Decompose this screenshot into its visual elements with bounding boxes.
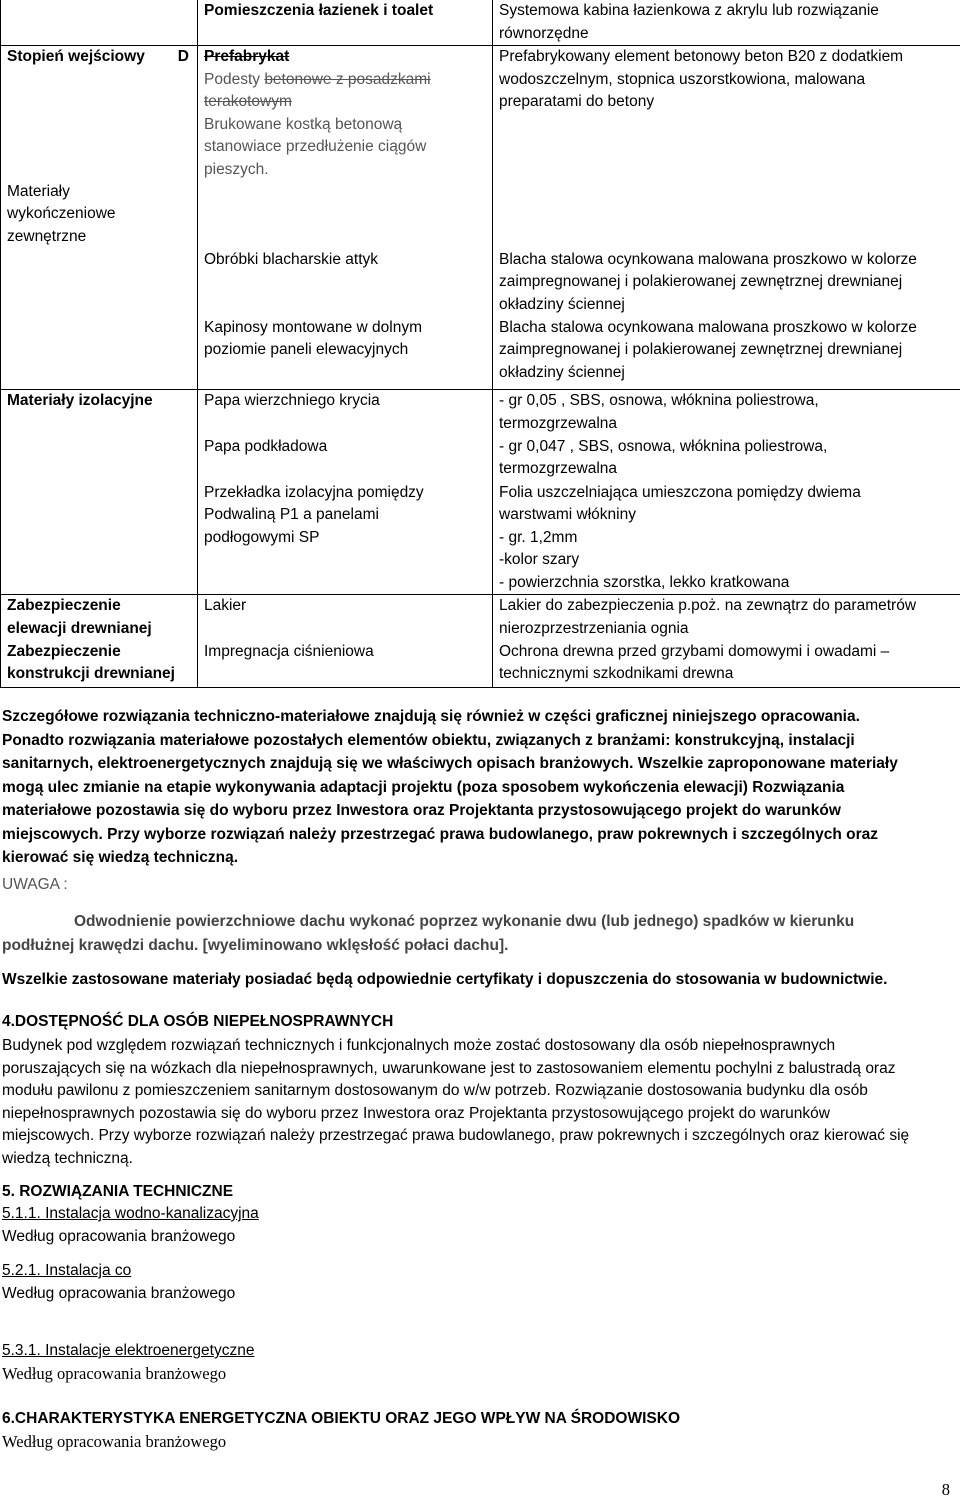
warning-label: UWAGA : [2, 876, 68, 893]
table-row [1, 482, 960, 595]
table-cell [493, 249, 960, 317]
table-cell [493, 595, 960, 641]
accessibility-paragraph [2, 1035, 952, 1171]
table-cell [198, 46, 493, 249]
materials-table [0, 0, 960, 688]
cell-text: warstwami włókniny [499, 506, 636, 523]
text-line: miejscowych. Przy wyborze rozwiązań należy przestrzegać prawa budowlanego, praw pokrewnych i szczególnych oraz kierować się [2, 1127, 910, 1145]
table-cell [198, 482, 493, 595]
cell-text: poziomie paneli elewacyjnych [204, 341, 409, 358]
table-cell [198, 390, 493, 436]
cell-text: Ochrona drewna przed grzybami domowymi i owadami – [499, 642, 890, 660]
text-line: Szczegółowe rozwiązania techniczno-materiałowe znajdują się również w części graficznej niniejszego opracowania. [2, 708, 860, 725]
cell-text: nierozprzestrzeniania ognia [499, 619, 689, 637]
text-line: kierować się wiedzą techniczną. [2, 849, 239, 866]
group-label [7, 181, 193, 249]
cell-text: zaimpregnowanej i polakierowanej zewnętrznej drewnianej [499, 273, 903, 290]
cell-text: zaimpregnowanej i polakierowanej zewnętrznej drewnianej [499, 341, 903, 358]
page-number: 8 [941, 1480, 950, 1499]
text-line: materiałowe pozostawia się do wyboru przez Inwestora oraz Projektanta przystosowującego projekt do warunków [2, 802, 841, 819]
text-line: podłużnej krawędzi dachu. [wyeliminowano wklęsłość połaci dachu]. [2, 936, 509, 954]
cell-text: Prefabrykowany element betonowy beton B20 z dodatkiem [499, 48, 904, 65]
cell-text: preparatami do betony [499, 93, 655, 110]
table-cell [198, 436, 493, 482]
table-row [1, 641, 960, 688]
table-row [1, 249, 960, 317]
table-cell [1, 390, 198, 436]
cell-text: Impregnacja ciśnieniowa [204, 642, 374, 660]
cell-text: Blacha stalowa ocynkowana malowana proszkowo w kolorze [499, 250, 917, 268]
cell-text: Zabezpieczenie [7, 597, 121, 614]
table-cell [198, 0, 493, 46]
subsection-heading-5-3-1: 5.3.1. Instalacje elektroenergetyczne [2, 1342, 255, 1359]
cell-text: Folia uszczelniająca umieszczona pomiędzy dwiema [499, 483, 861, 501]
cell-text: wykończeniowe [7, 205, 116, 222]
cell-text: Lakier do zabezpieczenia p.poż. na zewnątrz do parametrów [499, 597, 917, 614]
table-row [1, 0, 960, 46]
cell-text: terakotowym [204, 93, 292, 110]
table-cell [198, 641, 493, 688]
cell-text: Kapinosy montowane w dolnym [204, 318, 422, 336]
table-cell [493, 436, 960, 482]
table-cell [1, 482, 198, 595]
text-line: Ponadto rozwiązania materiałowe pozostałych elementów obiektu, związanych z branżami: konstrukcyjną, instalacji [2, 731, 855, 749]
table-cell [1, 641, 198, 688]
cell-text: stanowiace przedłużenie ciągów [204, 138, 427, 155]
text-line: miejscowych. Przy wyborze rozwiązań należy przestrzegać prawa budowlanego, praw pokrewnych i szczególnych oraz [2, 825, 879, 843]
table-cell [1, 317, 198, 390]
subsection-body: Według opracowania branżowego [2, 1285, 236, 1302]
text-line: niepełnosprawnych pozostawia się do wyboru przez Inwestora oraz Projektanta przystosowującego projekt do warunków [2, 1104, 830, 1122]
cell-text: Papa wierzchniego krycia [204, 392, 380, 409]
cell-text: - gr 0,05 , SBS, osnowa, włóknina poliestrowa, [499, 392, 819, 409]
cell-text: - gr 0,047 , SBS, osnowa, włóknina poliestrowa, [499, 437, 828, 455]
subsection-body: Według opracowania branżowego [2, 1228, 236, 1245]
table-cell [493, 0, 960, 46]
subsection-body: Według opracowania branżowego [2, 1364, 227, 1383]
certificates-note: Wszelkie zastosowane materiały posiadać będą odpowiednie certyfikaty i dopuszczenia do stosowania w budownictwie. [2, 971, 888, 988]
cell-text: Zabezpieczenie [7, 642, 121, 660]
cell-text: wodoszczelnym, stopnica uszorstkowiona, malowana [499, 70, 866, 88]
text-line: sanitarnych, elektroenergetycznych znajdują się we właściwych opisach branżowych. Wszelkie zaproponowane materiały [2, 755, 898, 772]
table-cell [1, 436, 198, 482]
cell-text: - powierzchnia szorstka, lekko kratkowana [499, 573, 790, 591]
section-heading-4: 4.DOSTĘPNOŚĆ DLA OSÓB NIEPEŁNOSPRAWNYCH [2, 1013, 394, 1030]
table-row [1, 595, 960, 641]
subsection-heading-5-1-1: 5.1.1. Instalacja wodno-kanalizacyjna [2, 1205, 259, 1222]
cell-text: Prefabrykat [204, 48, 290, 65]
text-line: wiedzą techniczną. [2, 1149, 133, 1167]
table-cell [493, 317, 960, 390]
cell-text: -kolor szary [499, 551, 580, 568]
section-heading-5: 5. ROZWIĄZANIA TECHNICZNE [2, 1183, 234, 1200]
table-cell [493, 641, 960, 688]
cell-text: Przekładka izolacyjna pomiędzy [204, 483, 424, 501]
cell-text: równorzędne [499, 24, 589, 42]
cell-text: technicznymi szkodnikami drewna [499, 665, 734, 682]
cell-text: termozgrzewalna [499, 460, 618, 477]
text-line: poruszających się na wózkach dla niepełnosprawnych, uwarunkowane jest to zastosowaniem elementu pochylni z balustradą oraz [2, 1059, 896, 1077]
table-cell [493, 46, 960, 249]
cell-text: Obróbki blacharskie attyk [204, 250, 379, 268]
cell-text: Pomieszczenia łazienek i toalet [204, 2, 434, 19]
subsection-heading-5-2-1: 5.2.1. Instalacja co [2, 1262, 132, 1279]
cell-text: - gr. 1,2mm [499, 528, 578, 546]
table-cell [1, 0, 198, 46]
cell-text: Brukowane kostką betonową [204, 115, 403, 133]
table-cell [198, 595, 493, 641]
cell-text: Lakier [204, 597, 247, 614]
step-code: D [177, 48, 189, 65]
cell-text: termozgrzewalna [499, 414, 618, 432]
table-cell [198, 317, 493, 390]
cell-text: Podesty betonowe z posadzkami [204, 70, 431, 88]
table-cell [1, 595, 198, 641]
text-line: modułu pawilonu z pomieszczeniem sanitarnym dostosowanym do w/w potrzeb. Rozwiązanie dostosowania budynku dla osób [2, 1082, 868, 1100]
table-cell [1, 46, 198, 249]
cell-header [7, 46, 193, 69]
drainage-note [2, 910, 952, 957]
cell-text: Papa podkładowa [204, 437, 328, 455]
cell-text: okładziny ściennej [499, 363, 625, 381]
text-line: mogą ulec zmianie na etapie wykonywania adaptacji projektu (poza sposobem wykończenia elewacji) Rozwiązania [2, 778, 845, 796]
table-row [1, 46, 960, 249]
table-row [1, 390, 960, 436]
table-cell [493, 482, 960, 595]
cell-text: zewnętrzne [7, 227, 87, 245]
table-row [1, 436, 960, 482]
text-line: Odwodnienie powierzchniowe dachu wykonać poprzez wykonanie dwu (lub jednego) spadków w kierunku [74, 913, 855, 930]
cell-text: Materiały [7, 182, 70, 200]
cell-text: podłogowymi SP [204, 528, 320, 546]
cell-text: Blacha stalowa ocynkowana malowana proszkowo w kolorze [499, 318, 917, 336]
table-cell [1, 249, 198, 317]
table-row [1, 317, 960, 390]
materials-note-paragraph [2, 705, 952, 870]
section-heading-6: 6.CHARAKTERYSTYKA ENERGETYCZNA OBIEKTU ORAZ JEGO WPŁYW NA ŚRODOWISKO [2, 1410, 681, 1427]
text-line: Budynek pod względem rozwiązań technicznych i funkcjonalnych może zostać dostosowany dla osób niepełnosprawnych [2, 1037, 836, 1054]
step-label: Stopień wejściowy [7, 48, 145, 65]
cell-text: Podwaliną P1 a panelami [204, 506, 379, 523]
cell-text: Systemowa kabina łazienkowa z akrylu lub rozwiązanie [499, 2, 879, 19]
table-cell [493, 390, 960, 436]
cell-text: okładziny ściennej [499, 295, 625, 313]
cell-text: elewacji drewnianej [7, 619, 152, 637]
cell-text: pieszych. [204, 160, 269, 178]
strike-text: betonowe z posadzkami [264, 70, 431, 88]
section-body: Według opracowania branżowego [2, 1432, 227, 1451]
cell-text: konstrukcji drewnianej [7, 665, 175, 682]
cell-text: Materiały izolacyjne [7, 392, 153, 409]
table-cell [198, 249, 493, 317]
